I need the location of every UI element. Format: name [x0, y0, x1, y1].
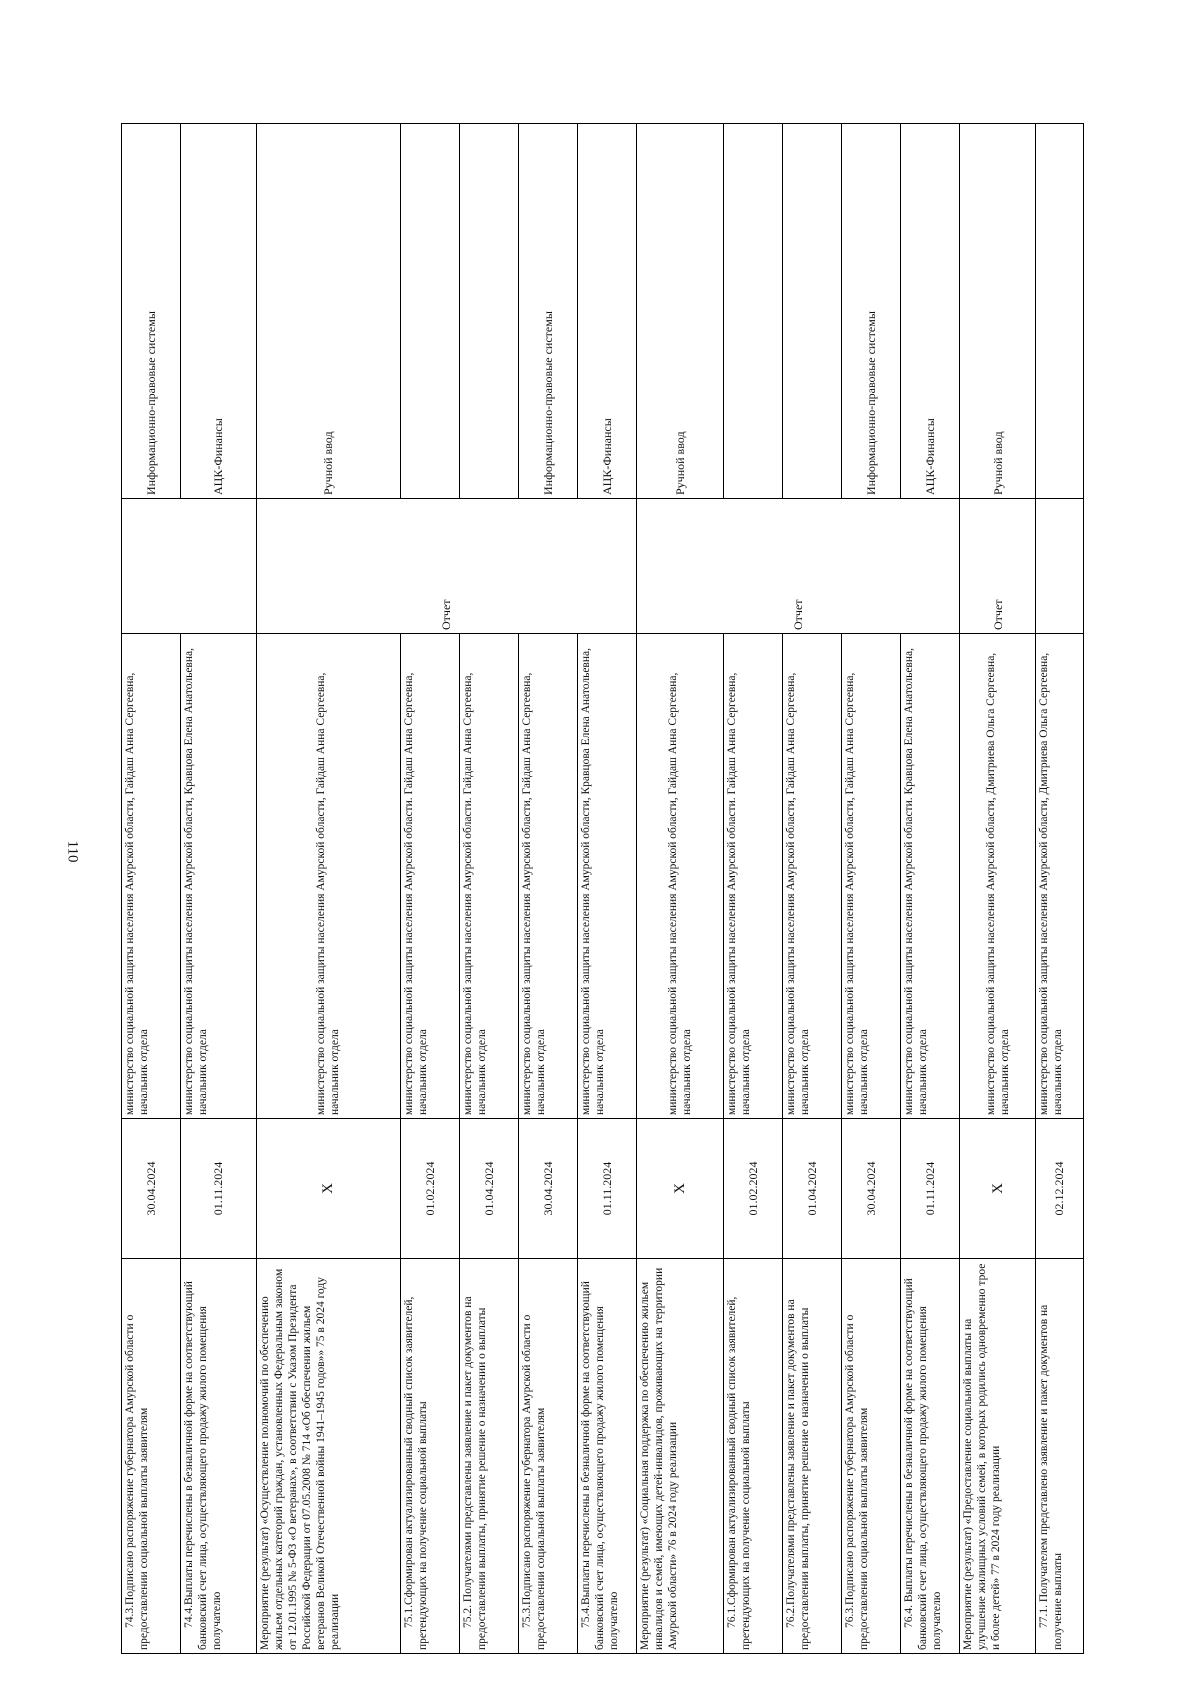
responsible-cell: министерство социальной защиты населения Амурской области. Гайдаш Анна Сергеевна, начальник отдела: [723, 634, 782, 1119]
data-source-cell: АЦК-Финансы: [181, 124, 257, 499]
report-type-cell: Отчет: [257, 499, 637, 634]
report-type-cell: Отчет: [960, 499, 1036, 634]
date-cell: 30.04.2024: [519, 1119, 578, 1259]
date-cell: 30.04.2024: [122, 1119, 181, 1259]
event-name-cell: 76.4. Выплаты перечислены в безналичной форме на соответствующий банковский счет лица, осуществляющего продажу жилого помещения получателю: [901, 1259, 960, 1654]
event-name-cell: 76.2.Получателями представлены заявление и пакет документов на предоставлении выплаты, принятие решение о назначении о выплаты: [782, 1259, 841, 1654]
responsible-cell: министерство социальной защиты населения Амурской области, Дмитриева Ольга Сергеевна, начальник отдела: [960, 634, 1036, 1119]
date-cell: 30.04.2024: [842, 1119, 901, 1259]
report-type-cell: [1036, 499, 1084, 634]
data-source-cell: [1036, 124, 1084, 499]
date-cell: X: [637, 1119, 724, 1259]
responsible-cell: министерство социальной защиты населения Амурской области. Кравцова Елена Анатольевна, начальник отдела: [901, 634, 960, 1119]
data-source-cell: [782, 124, 841, 499]
data-source-cell: Информационно-правовые системы: [122, 124, 181, 499]
responsible-cell: министерство социальной защиты населения Амурской области, Дмитриева Ольга Сергеевна, начальник отдела: [1036, 634, 1084, 1119]
table-row: [842, 124, 901, 1654]
responsible-cell: министерство социальной защиты населения Амурской области, Кравцова Елена Анатольевна, начальник отдела: [578, 634, 637, 1119]
responsible-cell: министерство социальной защиты населения Амурской области, Гайдаш Анна Сергеевна, начальник отдела: [782, 634, 841, 1119]
table-row: [782, 124, 841, 1654]
event-name-cell: 75.3.Подписано распоряжение губернатора Амурской области о предоставлении социальной выплаты заявителям: [519, 1259, 578, 1654]
data-source-cell: Ручной ввод: [960, 124, 1036, 499]
date-cell: 01.04.2024: [459, 1119, 518, 1259]
date-cell: 02.12.2024: [1036, 1119, 1084, 1259]
event-name-cell: 76.3.Подписано распоряжение губернатора Амурской области о предоставлении социальной выплаты заявителям: [842, 1259, 901, 1654]
date-cell: 01.11.2024: [181, 1119, 257, 1259]
date-cell: 01.02.2024: [400, 1119, 459, 1259]
report-type-cell: [122, 499, 257, 634]
date-cell: 01.04.2024: [782, 1119, 841, 1259]
responsible-cell: министерство социальной защиты населения Амурской области, Гайдаш Анна Сергеевна, начальник отдела: [519, 634, 578, 1119]
event-name-cell: 75.4.Выплаты перечислены в безналичной форме на соответствующий банковский счет лица, осуществляющего продажу жилого помещения получателю: [578, 1259, 637, 1654]
data-source-cell: Ручной ввод: [257, 124, 401, 499]
table-row: [257, 124, 401, 1654]
table-row: [901, 124, 960, 1654]
date-cell: 01.11.2024: [578, 1119, 637, 1259]
date-cell: 01.02.2024: [723, 1119, 782, 1259]
data-source-cell: Информационно-правовые системы: [842, 124, 901, 499]
responsible-cell: министерство социальной защиты населения Амурской области. Гайдаш Анна Сергеевна, начальник отдела: [459, 634, 518, 1119]
table-row: [723, 124, 782, 1654]
table-row: [459, 124, 518, 1654]
control-points-table: [121, 123, 1084, 1654]
event-name-cell: Мероприятие (результат) «Социальная поддержка по обеспечению жильем инвалидов и семей, имеющих детей-инвалидов, проживающих на территории Амурской области» 76 в 2024 году реализации: [637, 1259, 724, 1654]
event-name-cell: 75.2. Получателями представлены заявление и пакет документов на предоставлении выплаты, принятие решение о назначении о выплаты: [459, 1259, 518, 1654]
table-row: [960, 124, 1036, 1654]
table-row: [519, 124, 578, 1654]
table-row: [637, 124, 724, 1654]
data-source-cell: АЦК-Финансы: [578, 124, 637, 499]
data-source-cell: АЦК-Финансы: [901, 124, 960, 499]
data-source-cell: [459, 124, 518, 499]
responsible-cell: министерство социальной защиты населения Амурской области, Гайдаш Анна Сергеевна, начальник отдела: [257, 634, 401, 1119]
event-name-cell: 75.1.Сформирован актуализированный сводный список заявителей, претендующих на получение социальной выплаты: [400, 1259, 459, 1654]
event-name-cell: 74.4.Выплаты перечислены в безналичной форме на соответствующий банковский счет лица, осуществляющего продажу жилого помещения получателю: [181, 1259, 257, 1654]
date-cell: X: [257, 1119, 401, 1259]
event-name-cell: 74.3.Подписано распоряжение губернатора Амурской области о предоставлении социальной выплаты заявителям: [122, 1259, 181, 1654]
responsible-cell: министерство социальной защиты населения Амурской области, Гайдаш Анна Сергеевна, начальник отдела: [842, 634, 901, 1119]
table-row: [1036, 124, 1084, 1654]
date-cell: X: [960, 1119, 1036, 1259]
page-number: 110: [64, 840, 81, 863]
data-source-cell: [723, 124, 782, 499]
event-name-cell: 76.1.Сформирован актуализированный сводный список заявителей, претендующих на получение социальной выплаты: [723, 1259, 782, 1654]
table-row: [122, 124, 181, 1654]
report-type-cell: Отчет: [637, 499, 960, 634]
table-row: [181, 124, 257, 1654]
table-row: [400, 124, 459, 1654]
event-name-cell: Мероприятие (результат) «Предоставление социальной выплаты на улучшение жилищных условий семей, в которых родились одновременно трое и более детей» 77 в 2024 году реализации: [960, 1259, 1036, 1654]
event-name-cell: 77.1. Получателем представлено заявление и пакет документов на получение выплаты: [1036, 1259, 1084, 1654]
data-source-cell: [400, 124, 459, 499]
table-row: [578, 124, 637, 1654]
responsible-cell: министерство социальной защиты населения Амурской области, Кравцова Елена Анатольевна, начальник отдела: [181, 634, 257, 1119]
rotated-table-wrapper: [121, 124, 1084, 1654]
data-source-cell: Ручной ввод: [637, 124, 724, 499]
responsible-cell: министерство социальной защиты населения Амурской области, Гайдаш Анна Сергеевна, начальник отдела: [122, 634, 181, 1119]
data-source-cell: Информационно-правовые системы: [519, 124, 578, 499]
responsible-cell: министерство социальной защиты населения Амурской области, Гайдаш Анна Сергеевна, начальник отдела: [637, 634, 724, 1119]
responsible-cell: министерство социальной защиты населения Амурской области. Гайдаш Анна Сергеевна, начальник отдела: [400, 634, 459, 1119]
date-cell: 01.11.2024: [901, 1119, 960, 1259]
event-name-cell: Мероприятие (результат) «Осуществление полномочий по обеспечению жильем отдельных категорий граждан, установленных Федеральным законом от 12.01.1995 № 5-ФЗ «О ветеранах», в соответствии с Указом Президента Российской Федерации от 07.05.2008 № 714 «Об обеспечении жильем ветеранов Великой Отечественной войны 1941–1945 годов»» 75 в 2024 году реализации: [257, 1259, 401, 1654]
